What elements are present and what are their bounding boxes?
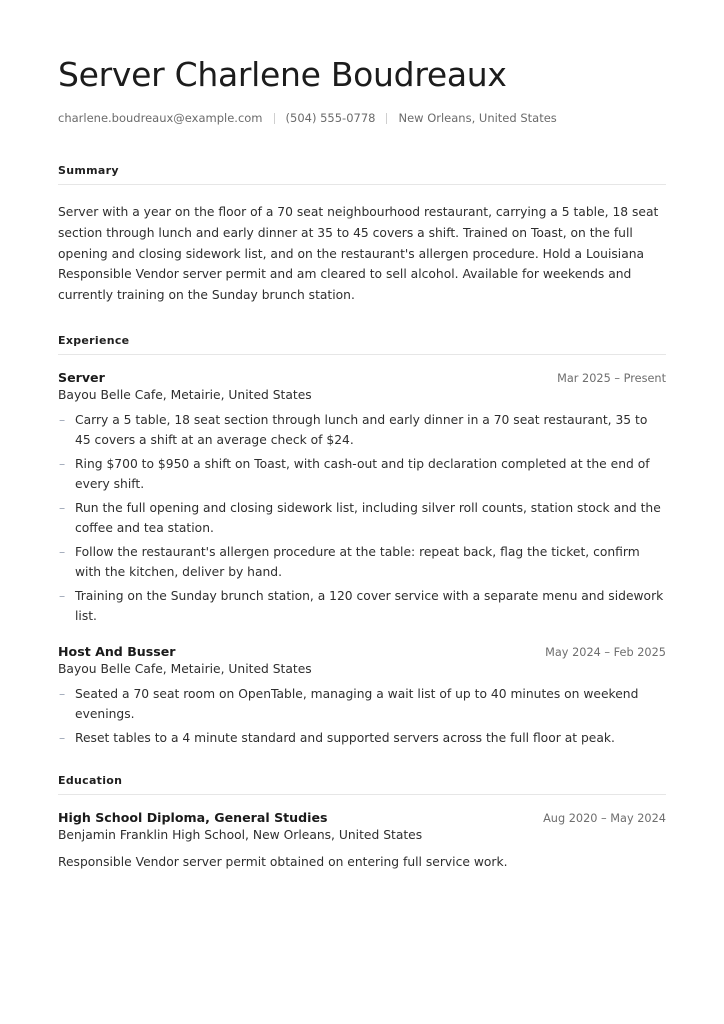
education-dates: Aug 2020 – May 2024 — [543, 811, 666, 825]
bullet-text: Run the full opening and closing sidework list, including silver roll counts, station stock and the coffee and tea station. — [75, 500, 661, 535]
degree-title: High School Diploma, General Studies — [58, 809, 328, 825]
section-title-education: Education — [58, 774, 666, 795]
section-title-summary: Summary — [58, 164, 666, 185]
job-bullets — [58, 684, 666, 748]
summary-text: Server with a year on the floor of a 70 seat neighbourhood restaurant, carrying a 5 table, 18 seat section through lunch and early dinner at 35 to 45 covers a shift. Trained on Toast, on the full opening and closing sidework list, and on the restaurant's allergen procedure. Hold a Louisiana Responsible Vendor server permit and am cleared to sell alcohol. Available for weekends and currently training on the Sunday brunch station. — [58, 205, 659, 303]
bullet-item — [58, 542, 666, 582]
education-note: Responsible Vendor server permit obtained on entering full service work. — [58, 854, 508, 869]
dash-icon: – — [59, 588, 66, 603]
job-employer: Bayou Belle Cafe, Metairie, United States — [58, 387, 312, 402]
job-entry — [58, 644, 666, 748]
bullet-text: Carry a 5 table, 18 seat section through lunch and early dinner in a 70 seat restaurant, 35 to 45 covers a shift at an average check of $24. — [75, 412, 648, 447]
dash-icon: – — [59, 500, 66, 515]
bullet-item — [58, 586, 666, 626]
dash-icon: – — [59, 456, 66, 471]
bullet-text: Training on the Sunday brunch station, a 120 cover service with a separate menu and sidework list. — [75, 588, 664, 623]
dash-icon: – — [59, 730, 66, 745]
job-dates: May 2024 – Feb 2025 — [545, 645, 666, 659]
phone-text: (504) 555-0778 — [285, 111, 376, 125]
job-dates: Mar 2025 – Present — [557, 371, 666, 385]
contact-divider — [386, 113, 387, 124]
section-title-experience: Experience — [58, 334, 666, 355]
bullet-item — [58, 454, 666, 494]
bullet-text: Ring $700 to $950 a shift on Toast, with cash-out and tip declaration completed at the end of every shift. — [75, 456, 650, 491]
education-section — [58, 774, 666, 869]
contact-divider — [274, 113, 275, 124]
bullet-item — [58, 498, 666, 538]
job-employer: Bayou Belle Cafe, Metairie, United States — [58, 661, 312, 676]
job-header — [58, 644, 666, 659]
job-title: Host And Busser — [58, 643, 176, 659]
candidate-name: Server Charlene Boudreaux — [58, 55, 507, 94]
school-name: Benjamin Franklin High School, New Orleans, United States — [58, 827, 423, 842]
dash-icon: – — [59, 412, 66, 427]
job-entry — [58, 370, 666, 626]
bullet-text: Reset tables to a 4 minute standard and supported servers across the full floor at peak. — [75, 730, 615, 745]
job-header — [58, 370, 666, 385]
education-entry — [58, 810, 666, 869]
job-bullets — [58, 410, 666, 626]
bullet-item — [58, 684, 666, 724]
dash-icon: – — [59, 544, 66, 559]
summary-section — [58, 164, 666, 306]
contact-line — [58, 111, 666, 125]
location-text: New Orleans, United States — [398, 111, 557, 125]
bullet-text: Seated a 70 seat room on OpenTable, managing a wait list of up to 40 minutes on weekend evenings. — [75, 686, 639, 721]
job-title: Server — [58, 369, 105, 385]
bullet-item — [58, 410, 666, 450]
experience-section — [58, 334, 666, 748]
bullet-text: Follow the restaurant's allergen procedure at the table: repeat back, flag the ticket, confirm with the kitchen, deliver by hand. — [75, 544, 640, 579]
dash-icon: – — [59, 686, 66, 701]
education-header — [58, 810, 666, 825]
email-text: charlene.boudreaux@example.com — [58, 111, 263, 125]
bullet-item — [58, 728, 666, 748]
